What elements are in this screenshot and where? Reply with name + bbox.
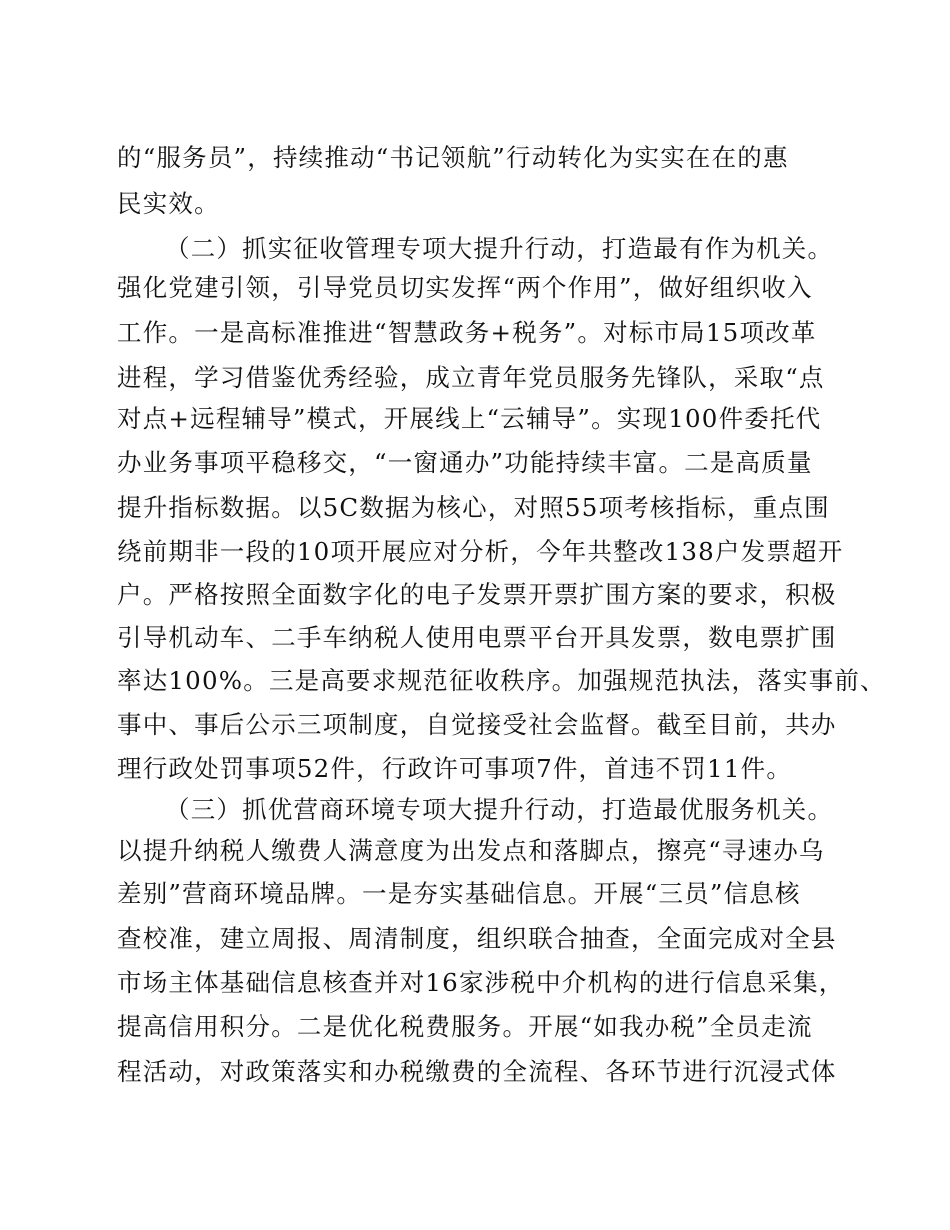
text-line: 理行政处罚事项52件，行政许可事项7件，首违不罚11件。 <box>117 754 793 783</box>
section-heading-three: （三）抓优营商环境专项大提升行动，打造最优服务机关。 <box>165 795 834 824</box>
text-line: 市场主体基础信息核查并对16家涉税中介机构的进行信息采集， <box>117 968 845 997</box>
text-line: 对点+远程辅导”模式，开展线上“云辅导”。实现100件委托代 <box>117 404 822 433</box>
text-line: 提升指标数据。以5C数据为核心，对照55项考核指标，重点围 <box>117 493 830 522</box>
text-line: 程活动，对政策落实和办税缴费的全流程、各环节进行沉浸式体 <box>117 1057 837 1086</box>
text-line: 差别”营商环境品牌。一是夯实基础信息。开展“三员”信息核 <box>117 879 801 908</box>
text-line: 民实效。 <box>117 189 220 218</box>
text-line: 的“服务员”，持续推动“书记领航”行动转化为实实在在的惠 <box>117 143 789 172</box>
text-line: 户。严格按照全面数字化的电子发票开票扩围方案的要求，积极 <box>117 580 837 609</box>
text-line: 率达100%。三是高要求规范征收秩序。加强规范执法，落实事前、 <box>117 666 886 695</box>
section-heading-two: （二）抓实征收管理专项大提升行动，打造最有作为机关。 <box>165 234 834 263</box>
text-line: 进程，学习借鉴优秀经验，成立青年党员服务先锋队，采取“点 <box>117 363 825 392</box>
text-line: 强化党建引领，引导党员切实发挥“两个作用”，做好组织收入 <box>117 273 813 302</box>
text-line: 提高信用积分。二是优化税费服务。开展“如我办税”全员走流 <box>117 1012 813 1041</box>
text-line: 工作。一是高标准推进“智慧政务+税务”。对标市局15项改革 <box>117 318 817 347</box>
text-line: 事中、事后公示三项制度，自觉接受社会监督。截至目前，共办 <box>117 710 837 739</box>
text-line: 以提升纳税人缴费人满意度为出发点和落脚点，擦亮“寻速办乌 <box>117 836 825 865</box>
text-line: 办业务事项平稳移交，“一窗通办”功能持续丰富。二是高质量 <box>117 448 813 477</box>
text-line: 引导机动车、二手车纳税人使用电票平台开具发票，数电票扩围 <box>117 623 837 652</box>
text-line: 查校准，建立周报、周清制度，组织联合抽查，全面完成对全县 <box>117 924 837 953</box>
text-line: 绕前期非一段的10项开展应对分析，今年共整改138户发票超开 <box>117 537 844 566</box>
